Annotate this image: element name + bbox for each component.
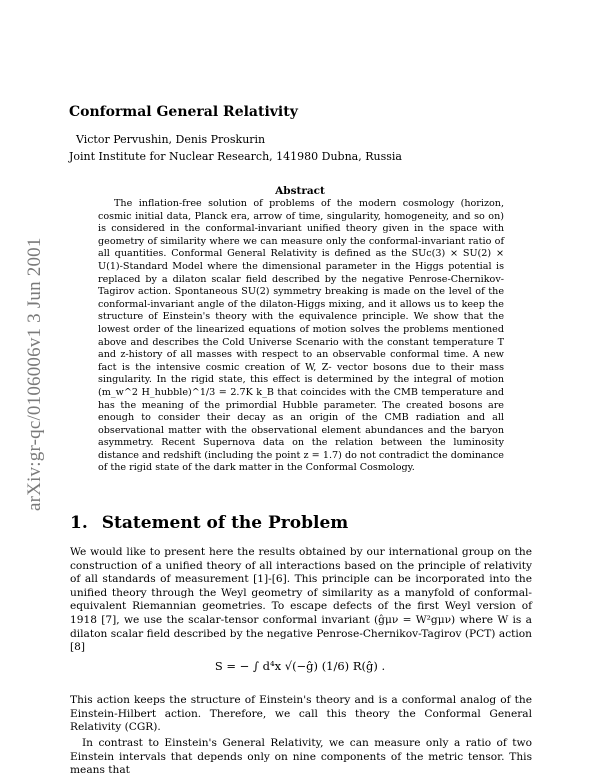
body-paragraph-1: We would like to present here the results obtained by our international group on the construction of a unified theory of all interactions based on the principle of relativity of all standards of measurement [1]-[6]. This principle can be incorporated into the unified theory through the Weyl geometry of similarity as a manyfold of conformal-equivalent Riemannian geometries. To escape defects of the first Weyl version of 1918 [7], we use the scalar-tensor conformal invariant (ĝμν = W²gμν) where W is a dilaton scalar field described by the negative Penrose-Chernikov-Tagirov (PCT) action [8]: [70, 546, 532, 654]
action-equation: S = − ∫ d⁴x √(−ĝ) (1/6) R(ĝ) .: [214, 659, 386, 673]
section-title: Statement of the Problem: [101, 513, 349, 533]
body-paragraph-3: In contrast to Einstein's General Relativity, we can measure only a ratio of two Einstein intervals that depends only on nine components of the metric tensor. This means that: [70, 737, 532, 777]
paper-authors: Victor Pervushin, Denis Proskurin: [76, 133, 266, 146]
arxiv-identifier: arXiv:gr-qc/0106006v1 3 Jun 2001: [24, 237, 45, 511]
abstract-heading: Abstract: [275, 185, 325, 197]
abstract-text: The inflation-free solution of problems of the modern cosmology (horizon, cosmic initial data, Planck era, arrow of time, singularity, homogeneity, and so on) is considered in the conformal-invariant unified theory given in the space with geometry of similarity where we can measure only the conformal-invariant ratio of all quantities. Conformal General Relativity is defined as the SUc(3) × SU(2) × U(1)-Standard Model where the dimensional parameter in the Higgs potential is replaced by a dilaton scalar field described by the negative Penrose-Chernikov-Tagirov action. Spontaneous SU(2) symmetry breaking is made on the level of the conformal-invariant angle of the dilaton-Higgs mixing, and it allows us to keep the structure of Einstein's theory with the equivalence principle. We show that the lowest order of the linearized equations of motion solves the problems mentioned above and describes the Cold Universe Scenario with the constant temperature T and z-history of all masses with respect to an observable conformal time. A new fact is the intensive cosmic creation of W, Z- vector bosons due to their mass singularity. In the rigid state, this effect is determined by the integral of motion (m_w^2 H_hubble)^1/3 = 2.7K k_B that coincides with the CMB temperature and has the meaning of the primordial Hubble parameter. The created bosons are enough to consider their decay as an origin of the CMB radiation and all observational matter with the observational element abundances and the baryon asymmetry. Recent Supernova data on the relation between the luminosity distance and redshift (including the point z = 1.7) do not contradict the dominance of the rigid state of the dark matter in the Conformal Cosmology.: [98, 198, 504, 474]
author-affiliation: Joint Institute for Nuclear Research, 141980 Dubna, Russia: [69, 150, 402, 163]
body-paragraph-2: This action keeps the structure of Einstein's theory and is a conformal analog of the Einstein-Hilbert action. Therefore, we call this theory the Conformal General Relativity (CGR).: [70, 694, 532, 734]
paper-title: Conformal General Relativity: [69, 104, 298, 120]
section-number: 1.: [70, 513, 88, 533]
section-heading: [70, 513, 348, 533]
